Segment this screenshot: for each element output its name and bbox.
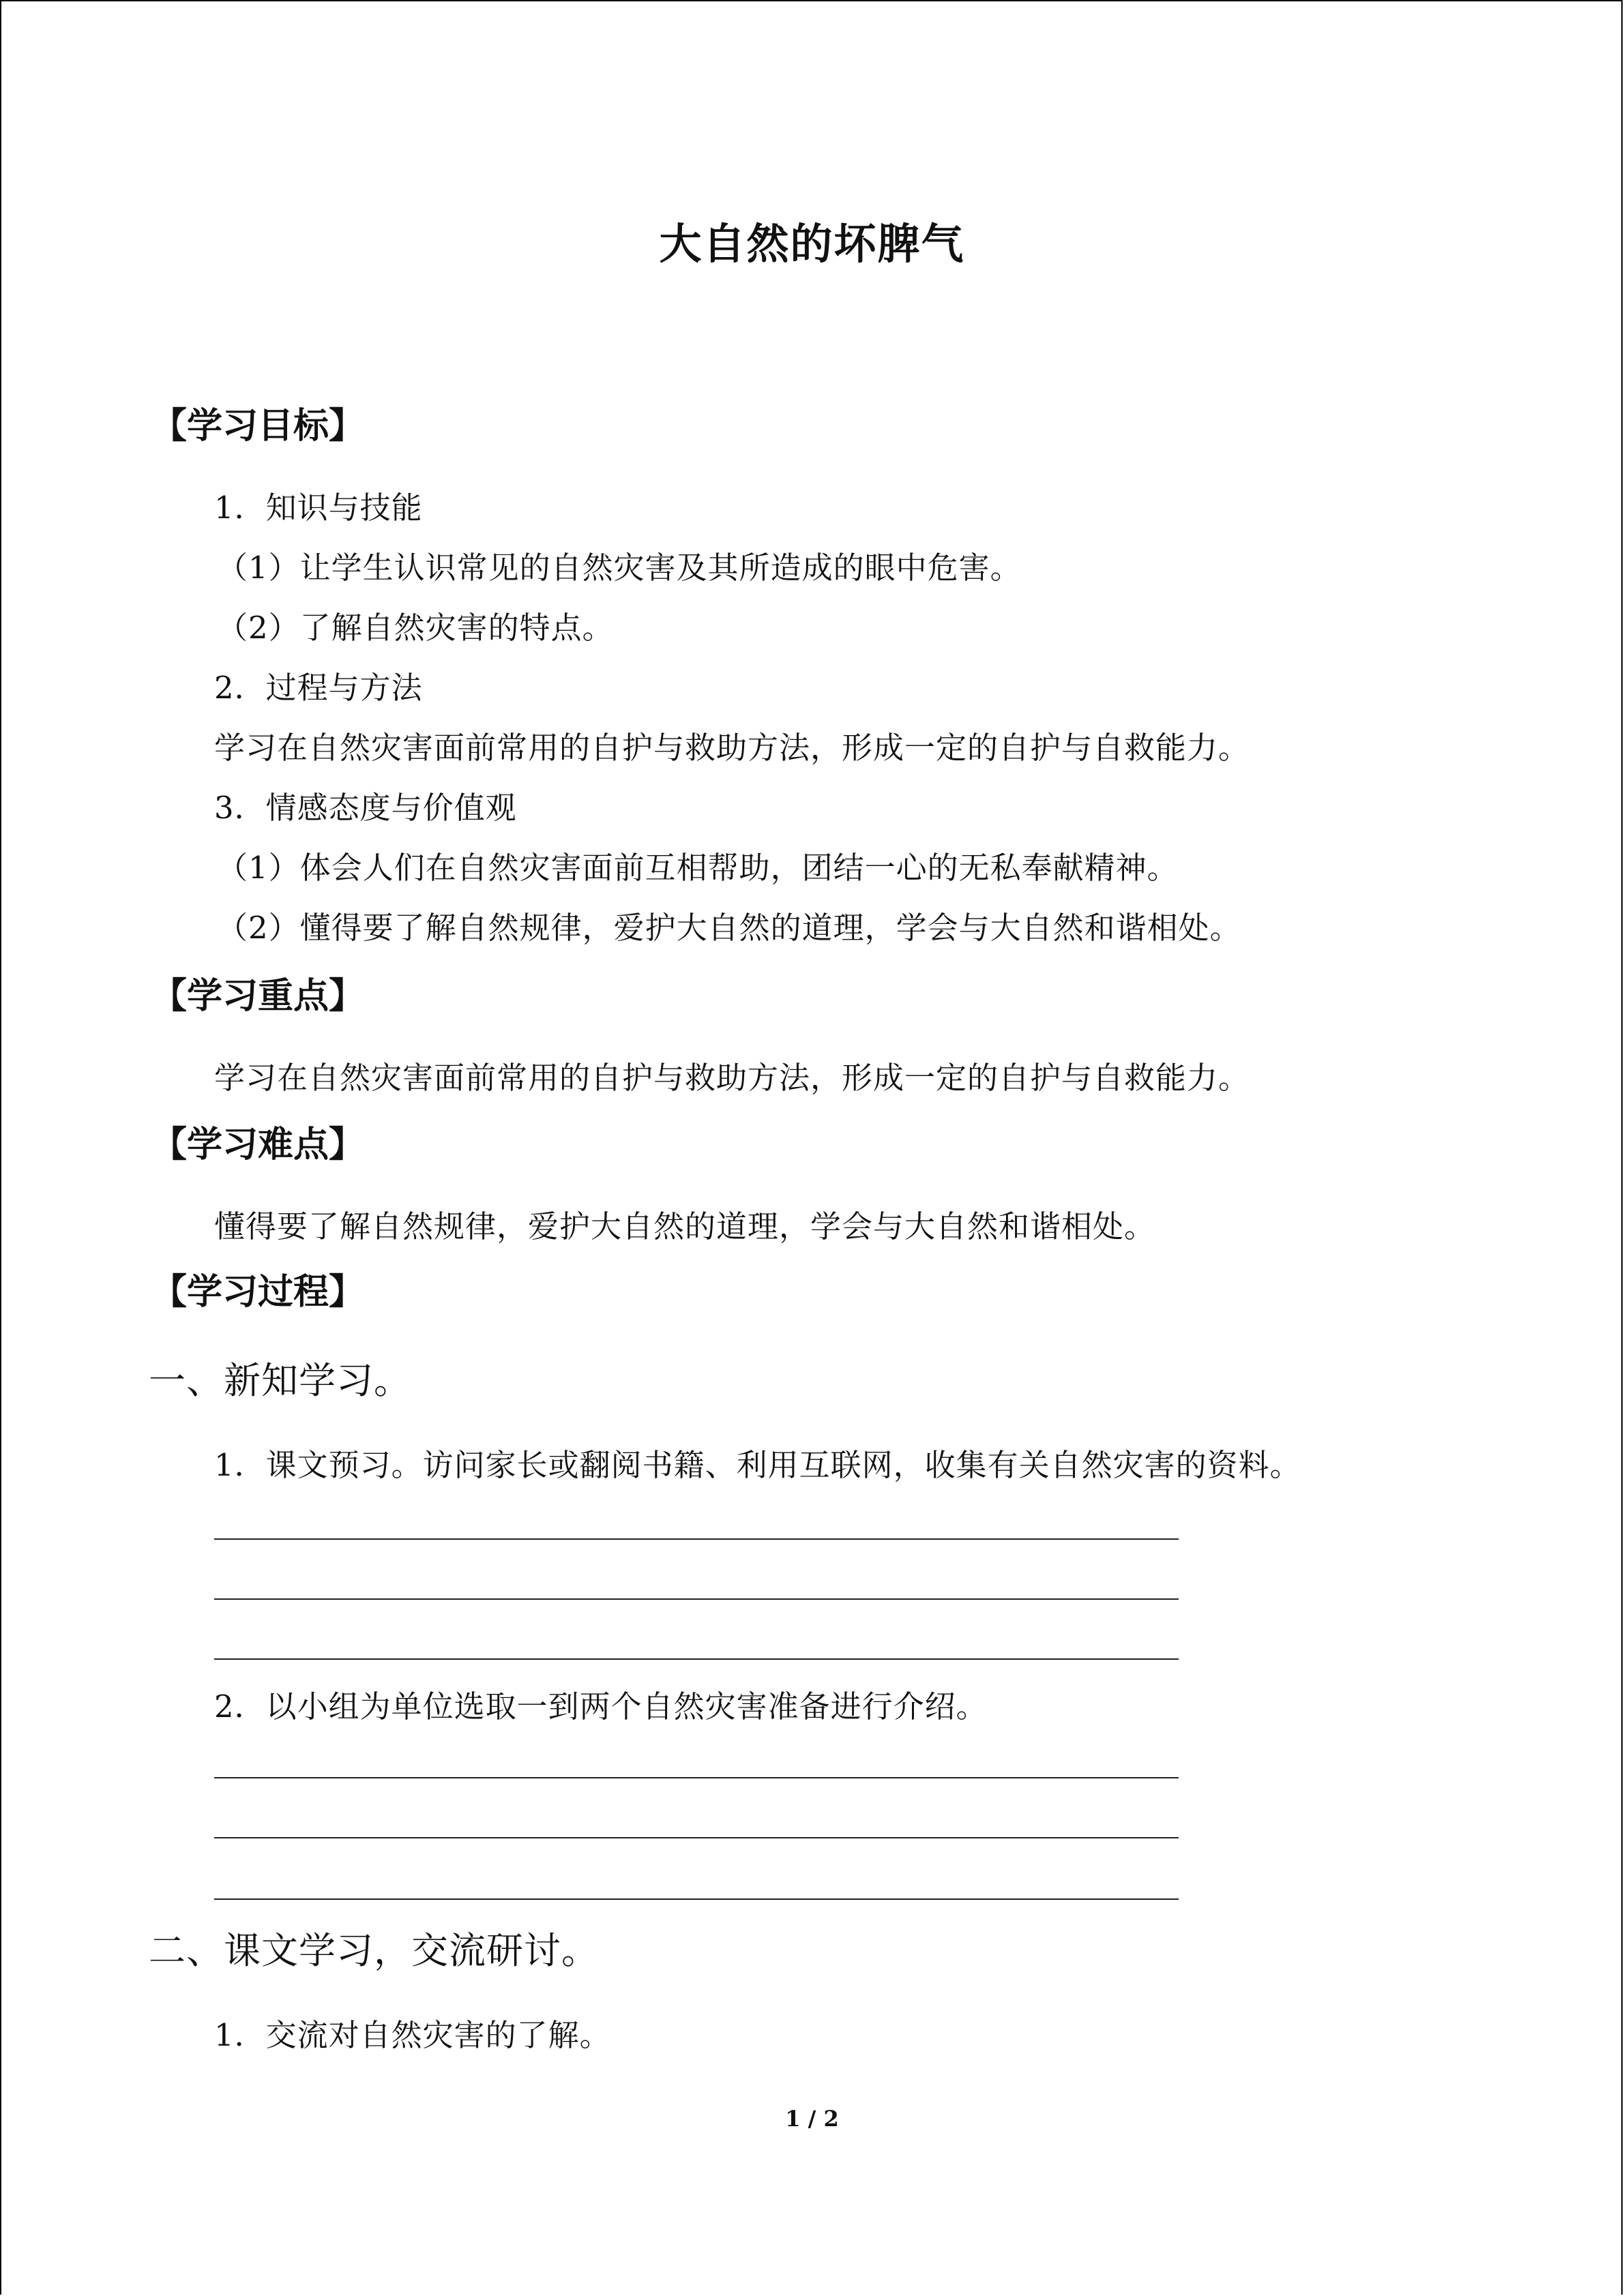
- goal-item-1: 1．知识与技能: [214, 490, 423, 526]
- answer-line[interactable]: [214, 1777, 1179, 1778]
- part1-item-2: 2．以小组为单位选取一到两个自然灾害准备进行介绍。: [214, 1688, 988, 1725]
- part2-item-1: 1．交流对自然灾害的了解。: [214, 2017, 611, 2053]
- goal-item-3-2: （2）懂得要了解自然规律，爱护大自然的道理，学会与大自然和谐相处。: [217, 910, 1241, 946]
- goal-item-3: 3．情感态度与价值观: [214, 790, 517, 826]
- page-number: 1 / 2: [785, 2106, 839, 2132]
- part1-item-1: 1．课文预习。访问家长或翻阅书籍、利用互联网，收集有关自然灾害的资料。: [214, 1447, 1301, 1483]
- goal-item-3-1: （1）体会人们在自然灾害面前互相帮助，团结一心的无私奉献精神。: [217, 850, 1179, 886]
- goal-item-2-text: 学习在自然灾害面前常用的自护与救助方法，形成一定的自护与自救能力。: [214, 730, 1250, 766]
- document-title: 大自然的坏脾气: [659, 219, 965, 269]
- heading-learning-process: 【学习过程】: [151, 1272, 365, 1313]
- heading-learning-goals: 【学习目标】: [151, 406, 365, 447]
- goal-item-2: 2．过程与方法: [214, 670, 423, 706]
- goal-item-1-2: （2）了解自然灾害的特点。: [217, 610, 614, 646]
- answer-line[interactable]: [214, 1538, 1179, 1540]
- key-points-text: 学习在自然灾害面前常用的自护与救助方法，形成一定的自护与自救能力。: [214, 1060, 1250, 1096]
- difficulties-text: 懂得要了解自然规律，爱护大自然的道理，学会与大自然和谐相处。: [214, 1208, 1156, 1244]
- part1-title: 一、新知学习。: [149, 1359, 411, 1402]
- heading-difficulties: 【学习难点】: [151, 1124, 365, 1165]
- answer-line[interactable]: [214, 1658, 1179, 1660]
- goal-item-1-1: （1）让学生认识常见的自然灾害及其所造成的眼中危害。: [217, 550, 1022, 586]
- heading-key-points: 【学习重点】: [151, 976, 365, 1017]
- part2-title: 二、课文学习，交流研讨。: [149, 1929, 599, 1972]
- answer-line[interactable]: [214, 1898, 1179, 1900]
- answer-line[interactable]: [214, 1598, 1179, 1600]
- answer-line[interactable]: [214, 1837, 1179, 1838]
